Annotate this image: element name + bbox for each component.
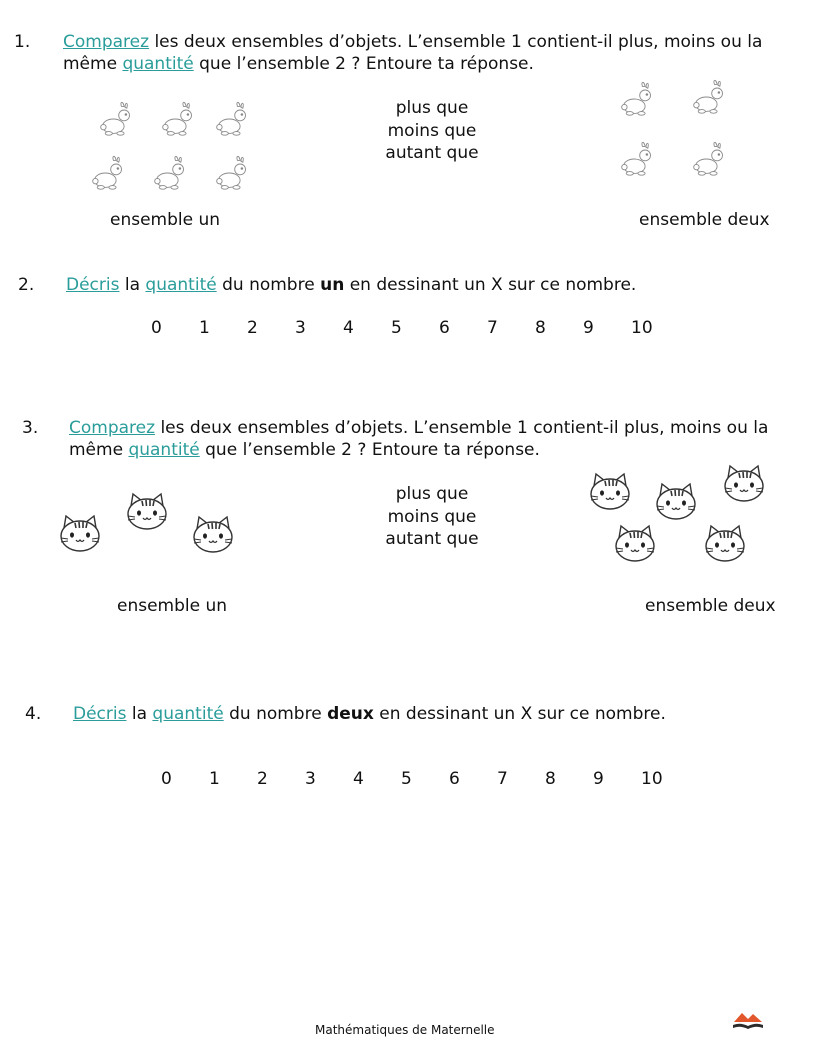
bunny-icon <box>619 138 655 180</box>
q3-instruction-line1 <box>69 417 768 439</box>
q1-choices <box>362 97 502 165</box>
q2-bold-number: un <box>320 275 345 295</box>
q4-number-4[interactable]: 4 <box>353 769 364 789</box>
q2-keyword-decris[interactable]: Décris <box>66 275 120 295</box>
q4-keyword-decris[interactable]: Décris <box>73 704 127 724</box>
q3-choice-autant[interactable]: autant que <box>385 529 479 549</box>
q3-choice-moins[interactable]: moins que <box>387 506 477 527</box>
q3-set1-label: ensemble un <box>117 596 228 616</box>
q2-number-7[interactable]: 7 <box>487 318 498 338</box>
book-mountain-logo-icon <box>732 1010 764 1032</box>
q1-text2b: que l’ensemble 2 ? Entoure ta réponse. <box>193 54 534 74</box>
q4-number-0[interactable]: 0 <box>161 769 172 789</box>
bunny-icon <box>214 98 250 140</box>
q4-instruction <box>73 703 666 725</box>
q3-text1: les deux ensembles d’objets. L’ensemble 1 contient-il plus, moins ou la <box>155 418 769 438</box>
q1-instruction-line2 <box>63 53 534 75</box>
q2-number-2[interactable]: 2 <box>247 318 258 338</box>
q1-set1-label: ensemble un <box>110 210 221 230</box>
q1-choice-moins[interactable]: moins que <box>387 120 477 141</box>
q4-text1: la <box>126 704 153 724</box>
q2-instruction <box>66 274 636 296</box>
q4-number-6[interactable]: 6 <box>449 769 460 789</box>
q2-number-line <box>0 318 816 342</box>
bunny-icon <box>98 98 134 140</box>
q1-set2-bunnies <box>615 76 735 186</box>
q3-text2b: que l’ensemble 2 ? Entoure ta réponse. <box>199 440 540 460</box>
cat-icon <box>654 482 698 522</box>
q4-number-1[interactable]: 1 <box>209 769 220 789</box>
q4-number-9[interactable]: 9 <box>593 769 604 789</box>
q4-bold-number: deux <box>327 704 374 724</box>
q2-number-1[interactable]: 1 <box>199 318 210 338</box>
q3-text2a: même <box>69 440 129 460</box>
q4-number-7[interactable]: 7 <box>497 769 508 789</box>
q2-number: 2. <box>18 275 35 295</box>
q2-number-10[interactable]: 10 <box>631 318 653 338</box>
q4-number-10[interactable]: 10 <box>641 769 663 789</box>
q3-choices <box>362 483 502 551</box>
q2-number-3[interactable]: 3 <box>295 318 306 338</box>
q1-set1-bunnies <box>90 98 260 198</box>
bunny-icon <box>214 152 250 194</box>
q2-number-6[interactable]: 6 <box>439 318 450 338</box>
cat-icon <box>613 524 657 564</box>
q1-choice-autant[interactable]: autant que <box>385 143 479 163</box>
q3-instruction-line2 <box>69 439 540 461</box>
q4-number-2[interactable]: 2 <box>257 769 268 789</box>
cat-icon <box>722 464 766 504</box>
q2-number-8[interactable]: 8 <box>535 318 546 338</box>
q3-keyword-quantite[interactable]: quantité <box>128 440 200 460</box>
q2-number-5[interactable]: 5 <box>391 318 402 338</box>
q4-number-line <box>0 769 816 793</box>
bunny-icon <box>90 152 126 194</box>
q4-number: 4. <box>25 704 42 724</box>
q1-choice-plus[interactable]: plus que <box>395 98 469 118</box>
q1-keyword-comparez[interactable]: Comparez <box>63 32 150 52</box>
q4-text2: du nombre <box>223 704 328 724</box>
q1-instruction-line1 <box>63 31 762 53</box>
q2-number-9[interactable]: 9 <box>583 318 594 338</box>
cat-icon <box>588 472 632 512</box>
q4-number-8[interactable]: 8 <box>545 769 556 789</box>
q1-text1: les deux ensembles d’objets. L’ensemble 1 contient-il plus, moins ou la <box>149 32 763 52</box>
q4-number-3[interactable]: 3 <box>305 769 316 789</box>
q3-set1-cats <box>58 490 248 560</box>
cat-icon <box>703 524 747 564</box>
bunny-icon <box>160 98 196 140</box>
q4-keyword-quantite[interactable]: quantité <box>152 704 224 724</box>
q1-number: 1. <box>14 32 31 52</box>
q1-keyword-quantite[interactable]: quantité <box>122 54 194 74</box>
q2-keyword-quantite[interactable]: quantité <box>145 275 217 295</box>
q2-text1: la <box>119 275 146 295</box>
bunny-icon <box>152 152 188 194</box>
q3-keyword-comparez[interactable]: Comparez <box>69 418 156 438</box>
cat-icon <box>125 492 169 532</box>
cat-icon <box>191 515 235 555</box>
q4-number-5[interactable]: 5 <box>401 769 412 789</box>
q1-set2-label: ensemble deux <box>639 210 770 230</box>
q2-number-0[interactable]: 0 <box>151 318 162 338</box>
footer-text: Mathématiques de Maternelle <box>315 1023 495 1037</box>
q1-text2a: même <box>63 54 123 74</box>
q3-set2-cats <box>586 464 776 568</box>
q2-number-4[interactable]: 4 <box>343 318 354 338</box>
bunny-icon <box>691 138 727 180</box>
q3-number: 3. <box>22 418 39 438</box>
q2-text3: en dessinant un X sur ce nombre. <box>344 275 637 295</box>
q4-text3: en dessinant un X sur ce nombre. <box>373 704 666 724</box>
q3-choice-plus[interactable]: plus que <box>395 484 469 504</box>
bunny-icon <box>691 76 727 118</box>
bunny-icon <box>619 78 655 120</box>
cat-icon <box>58 514 102 554</box>
q3-set2-label: ensemble deux <box>645 596 776 616</box>
q2-text2: du nombre <box>216 275 321 295</box>
